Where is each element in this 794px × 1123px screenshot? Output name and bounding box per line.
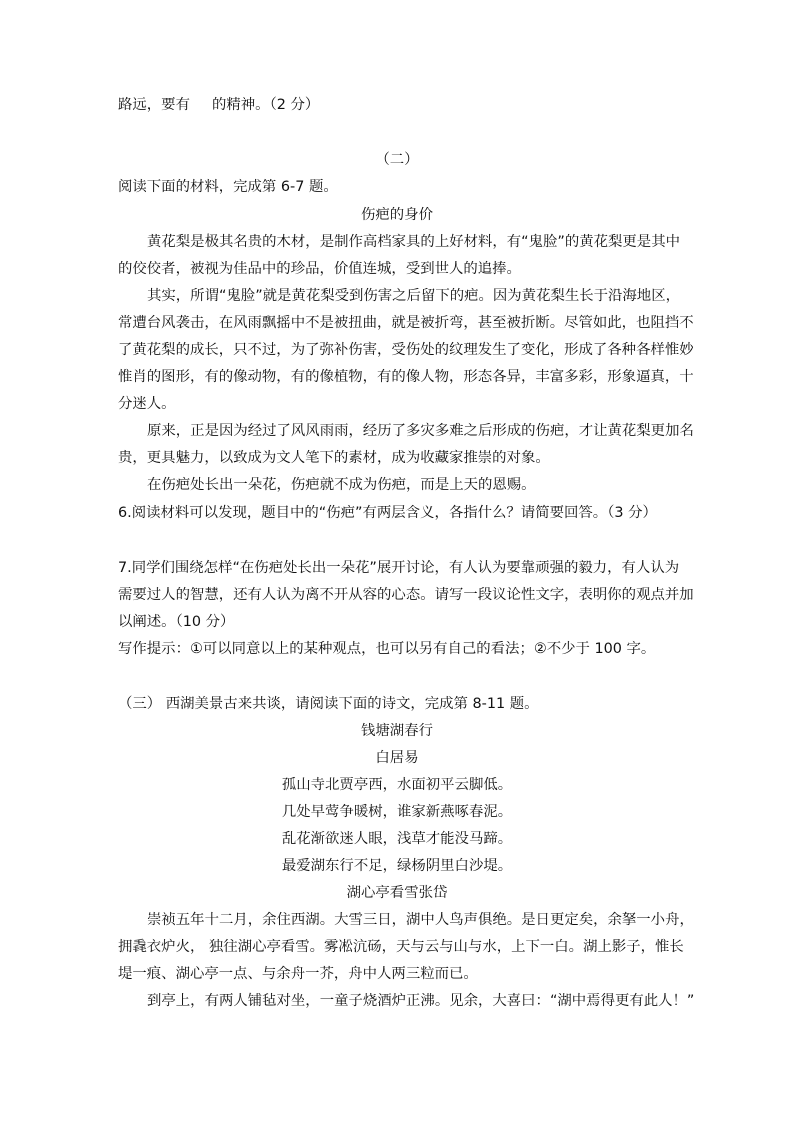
question-7-line3: 以阐述。（10 分） (118, 614, 235, 630)
poem-line-3: 乱花渐欲迷人眼，浅草才能没马蹄。 (281, 831, 513, 847)
passage-p2-line4: 惟肖的图形，有的像动物，有的像植物，有的像人物，形态各异，丰富多彩，形象逼真，十 (118, 369, 694, 385)
q5-answer-line (118, 95, 319, 115)
passage-title: 伤疤的身价 (361, 207, 433, 223)
question-7-line1: 7.同学们围绕怎样“在伤疤处长出一朵花”展开讨论，有人认为要靠顽强的毅力，有人认为 (118, 560, 680, 576)
passage-p3-line2: 贵，更具魅力，以致成为文人笔下的素材，成为收藏家推崇的对象。 (118, 450, 550, 466)
poem-line-1: 孤山寺北贾亭西，水面初平云脚低。 (281, 777, 513, 793)
passage-p2-line1: 其实，所谓“鬼脸”就是黄花梨受到伤害之后留下的疤。因为黄花梨生长于沿海地区， (147, 288, 680, 304)
poem-author: 白居易 (375, 750, 419, 766)
writing-hint: 写作提示：①可以同意以上的某种观点，也可以另有自己的看法；②不少于 100 字。 (118, 641, 656, 657)
passage-p3-line1: 原来，正是因为经过了风风雨雨，经历了多灾多难之后形成的伤疤，才让黄花梨更加名 (147, 423, 694, 439)
passage-p1-line2: 的佼佼者，被视为佳品中的珍品，价值连城，受到世人的追捧。 (118, 261, 521, 277)
section-3-instruction: （三） 西湖美景古来共谈，请阅读下面的诗文，完成第 8-11 题。 (118, 696, 539, 712)
passage-p4-line1: 在伤疤处长出一朵花，伤疤就不成为伤疤，而是上天的恩赐。 (147, 477, 536, 493)
prose-p2-line1: 到亭上，有两人铺毡对坐，一童子烧酒炉正沸。见余，大喜曰：“湖中焉得更有此人！” (147, 993, 695, 1009)
poem-title: 钱塘湖春行 (361, 723, 433, 739)
prose-p1-line1: 崇祯五年十二月，余住西湖。大雪三日，湖中人鸟声俱绝。是日更定矣，余拏一小舟， (147, 912, 694, 928)
passage-p2-line3: 了黄花梨的成长，只不过，为了弥补伤害，受伤处的纹理发生了变化，形成了各种各样惟妙 (118, 342, 694, 358)
passage-p1-line1: 黄花梨是极其名贵的木材，是制作高档家具的上好材料，有“鬼脸”的黄花梨更是其中 (147, 234, 680, 250)
section-2-heading: （二） (375, 152, 419, 168)
prose-p1-line2: 拥毳衣炉火， 独往湖心亭看雪。雾凇沆砀，天与云与山与水，上下一白。湖上影子，惟长 (118, 939, 684, 955)
prose-p1-line3: 堤一痕、湖心亭一点、与余舟一芥，舟中人两三粒而已。 (118, 966, 478, 982)
question-6: 6.阅读材料可以发现，题目中的“伤疤”有两层含义，各指什么？请简要回答。（3 分） (118, 505, 657, 521)
section-2-instruction: 阅读下面的材料，完成第 6-7 题。 (118, 179, 338, 195)
poem-line-4: 最爱湖东行不足，绿杨阴里白沙堤。 (281, 858, 513, 874)
question-7-line2: 需要过人的智慧，还有人认为离不开从容的心态。请写一段议论性文字，表明你的观点并加 (118, 587, 694, 603)
poem-line-2: 几处早莺争暖树，谁家新燕啄春泥。 (281, 804, 513, 820)
prose-title: 湖心亭看雪张岱 (346, 885, 448, 901)
passage-p2-line5: 分迷人。 (118, 396, 176, 412)
passage-p2-line2: 常遭台风袭击，在风雨飘摇中不是被扭曲，就是被折弯，甚至被折断。尽管如此，也阻挡不 (118, 315, 694, 331)
q5-text-before-blank: 路远，要有 (118, 97, 190, 113)
q5-text-after-blank: 的精神。（2 分） (211, 97, 320, 113)
